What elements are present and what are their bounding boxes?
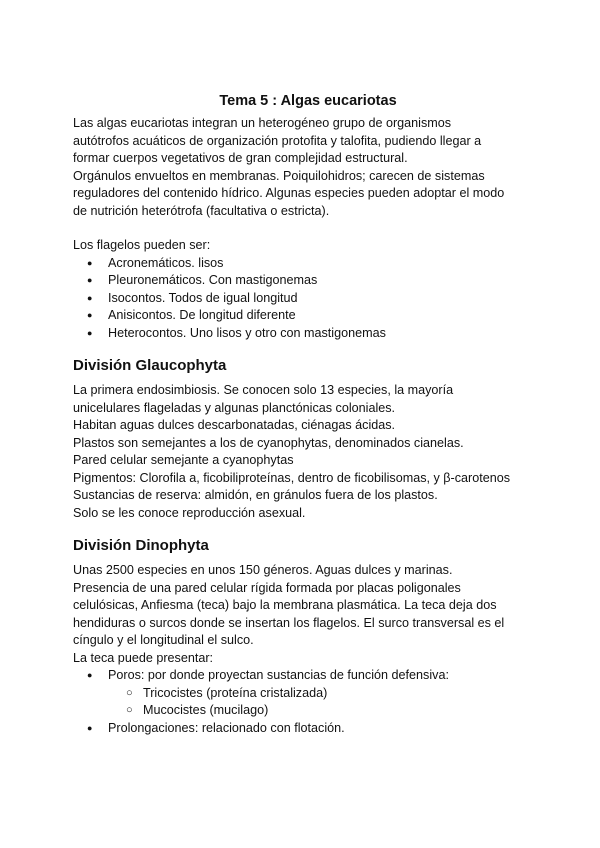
list-item: ● Acronemáticos. lisos <box>73 255 543 273</box>
list-item: ● Heterocontos. Uno lisos y otro con mastigonemas <box>73 325 543 343</box>
intro-line: Orgánulos envueltos en membranas. Poiquilohidros; carecen de sistemas <box>73 168 485 183</box>
list-item: ● Pleuronemáticos. Con mastigonemas <box>73 272 543 290</box>
list-item: ● Poros: por donde proyectan sustancias de función defensiva: <box>73 667 543 685</box>
document-page <box>73 92 543 737</box>
intro-line: formar cuerpos vegetativos de gran complejidad estructural. <box>73 151 408 165</box>
flagelos-list <box>73 255 543 343</box>
list-item: ● Anisicontos. De longitud diferente <box>73 307 543 325</box>
text-line: cíngulo y el longitudinal el sulco. <box>73 633 254 647</box>
text-line: La primera endosimbiosis. Se conocen solo 13 especies, la mayoría <box>73 383 454 397</box>
list-item: ● Isocontos. Todos de igual longitud <box>73 290 543 308</box>
intro-paragraph <box>73 115 543 220</box>
text-line: La teca puede presentar: <box>73 650 214 665</box>
text-line: hendiduras o surcos donde se insertan los flagelos. El surco transversal es el <box>73 615 505 630</box>
dinophyta-paragraph <box>73 562 543 667</box>
glaucophyta-paragraph <box>73 382 543 522</box>
list-item: ● Prolongaciones: relacionado con flotación. <box>73 720 543 738</box>
section-heading-glaucophyta: División Glaucophyta <box>73 357 227 374</box>
text-line: Solo se les conoce reproducción asexual. <box>73 505 306 520</box>
text-line: Sustancias de reserva: almidón, en gránulos fuera de los plastos. <box>73 488 438 502</box>
text-line: Plastos son semejantes a los de cyanophytas, denominados cianelas. <box>73 435 464 450</box>
text-line: Pared celular semejante a cyanophytas <box>73 453 294 467</box>
teca-list <box>73 667 543 737</box>
text-line: Pigmentos: Clorofila a, ficobiliproteínas, dentro de ficobilisomas, y β-carotenos <box>73 470 511 485</box>
text-line: unicelulares flageladas y algunas planctónicas coloniales. <box>73 400 396 415</box>
text-line: Presencia de una pared celular rígida formada por placas poligonales <box>73 580 461 595</box>
text-line: celulósicas, Anfiesma (teca) bajo la membrana plasmática. La teca deja dos <box>73 598 497 612</box>
intro-line: Las algas eucariotas integran un heterogéneo grupo de organismos <box>73 116 452 130</box>
text-line: Unas 2500 especies en unos 150 géneros. Aguas dulces y marinas. <box>73 563 453 577</box>
intro-line: de nutrición heterótrofa (facultativa o estricta). <box>73 203 330 218</box>
sub-list-item: ○ Tricocistes (proteína cristalizada) <box>73 685 543 703</box>
spacer <box>73 220 543 237</box>
text-line: Habitan aguas dulces descarbonatadas, ciénagas ácidas. <box>73 418 396 432</box>
intro-line: autótrofos acuáticos de organización protofita y talofita, pudiendo llegar a <box>73 133 482 148</box>
flagelos-intro: Los flagelos pueden ser: <box>73 238 211 252</box>
sub-list-item: ○ Mucocistes (mucilago) <box>73 702 543 720</box>
page-title: Tema 5 : Algas eucariotas <box>219 93 397 109</box>
intro-line: reguladores del contenido hídrico. Algunas especies pueden adoptar el modo <box>73 186 505 200</box>
section-heading-dinophyta: División Dinophyta <box>73 537 209 554</box>
